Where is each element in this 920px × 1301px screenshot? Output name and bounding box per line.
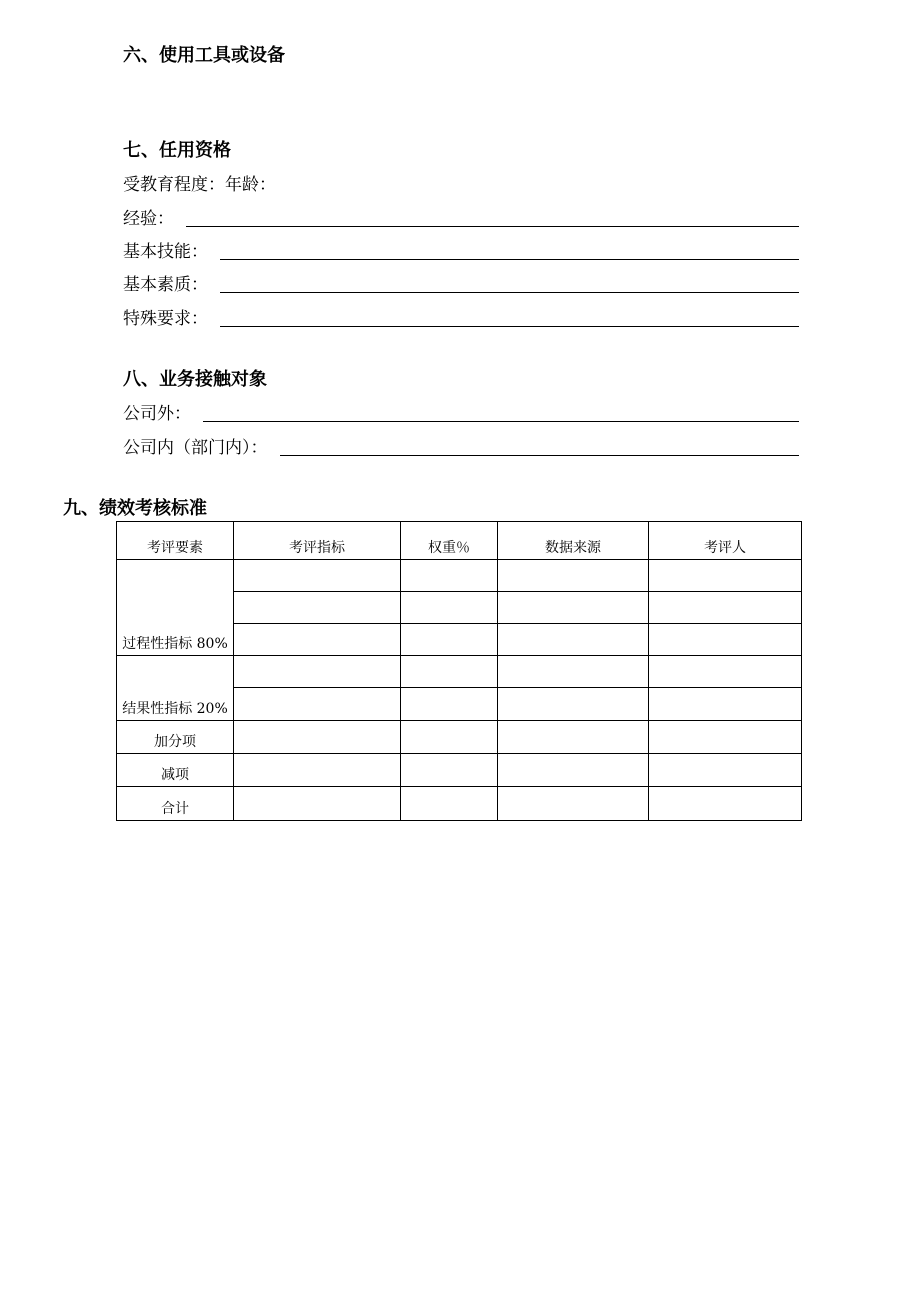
bonus-cell: 加分项: [117, 721, 234, 754]
table-cell[interactable]: [649, 754, 802, 787]
external-label: 公司外：: [123, 404, 191, 424]
table-row: [117, 560, 802, 592]
internal-field[interactable]: [280, 455, 800, 456]
table-cell[interactable]: [234, 560, 401, 592]
internal-label: 公司内（部门内）：: [123, 438, 268, 458]
section-six-title: 六、使用工具或设备: [123, 45, 285, 66]
header-cell: 数据来源: [498, 522, 649, 560]
table-cell[interactable]: [234, 592, 401, 624]
basic-skills-row: [123, 239, 799, 263]
table-cell[interactable]: [234, 624, 401, 656]
table-cell[interactable]: [498, 624, 649, 656]
header-cell: 考评人: [649, 522, 802, 560]
basic-quality-row: [123, 272, 799, 296]
table-row: [117, 656, 802, 688]
external-row: [123, 401, 799, 425]
table-cell[interactable]: [234, 721, 401, 754]
table-cell[interactable]: [401, 656, 498, 688]
table-cell[interactable]: [649, 787, 802, 821]
table-cell[interactable]: [401, 754, 498, 787]
table-cell[interactable]: [401, 688, 498, 721]
basic-skills-field[interactable]: [220, 259, 799, 260]
section-seven-title: 七、任用资格: [123, 140, 231, 161]
performance-table: [116, 521, 802, 821]
experience-row: [123, 206, 799, 230]
table-cell[interactable]: [401, 721, 498, 754]
experience-label: 经验：: [123, 209, 174, 229]
table-cell[interactable]: [649, 688, 802, 721]
education-age-label: 受教育程度：年龄：: [123, 175, 276, 195]
table-cell[interactable]: [234, 688, 401, 721]
table-cell[interactable]: [498, 787, 649, 821]
total-cell: 合计: [117, 787, 234, 821]
result-indicator-cell: 结果性指标 20%: [117, 656, 234, 721]
table-cell[interactable]: [401, 592, 498, 624]
external-field[interactable]: [203, 421, 799, 422]
table-cell[interactable]: [649, 560, 802, 592]
deduct-cell: 减项: [117, 754, 234, 787]
basic-quality-label: 基本素质：: [123, 275, 208, 295]
header-cell: 考评指标: [234, 522, 401, 560]
education-age-row: [123, 172, 799, 196]
header-cell: 考评要素: [117, 522, 234, 560]
table-row: [117, 754, 802, 787]
table-cell[interactable]: [401, 560, 498, 592]
special-req-row: [123, 306, 799, 330]
table-cell[interactable]: [498, 656, 649, 688]
section-nine-title: 九、绩效考核标准: [63, 498, 207, 519]
section-eight-title: 八、业务接触对象: [123, 369, 267, 390]
table-cell[interactable]: [649, 592, 802, 624]
table-header-row: [117, 522, 802, 560]
table-cell[interactable]: [401, 624, 498, 656]
table-cell[interactable]: [649, 656, 802, 688]
experience-field[interactable]: [186, 226, 799, 227]
table-cell[interactable]: [498, 592, 649, 624]
table-cell[interactable]: [649, 624, 802, 656]
process-indicator-cell: 过程性指标 80%: [117, 560, 234, 656]
table-cell[interactable]: [234, 787, 401, 821]
table-cell[interactable]: [498, 560, 649, 592]
special-req-field[interactable]: [220, 326, 799, 327]
table-cell[interactable]: [498, 688, 649, 721]
table-cell[interactable]: [401, 787, 498, 821]
special-req-label: 特殊要求：: [123, 309, 208, 329]
table-cell[interactable]: [498, 754, 649, 787]
table-cell[interactable]: [234, 754, 401, 787]
table-cell[interactable]: [234, 656, 401, 688]
table-row: [117, 721, 802, 754]
basic-skills-label: 基本技能：: [123, 242, 208, 262]
table-row: [117, 787, 802, 821]
table-cell[interactable]: [498, 721, 649, 754]
internal-row: [123, 435, 799, 459]
header-cell: 权重％: [401, 522, 498, 560]
table-cell[interactable]: [649, 721, 802, 754]
basic-quality-field[interactable]: [220, 292, 799, 293]
